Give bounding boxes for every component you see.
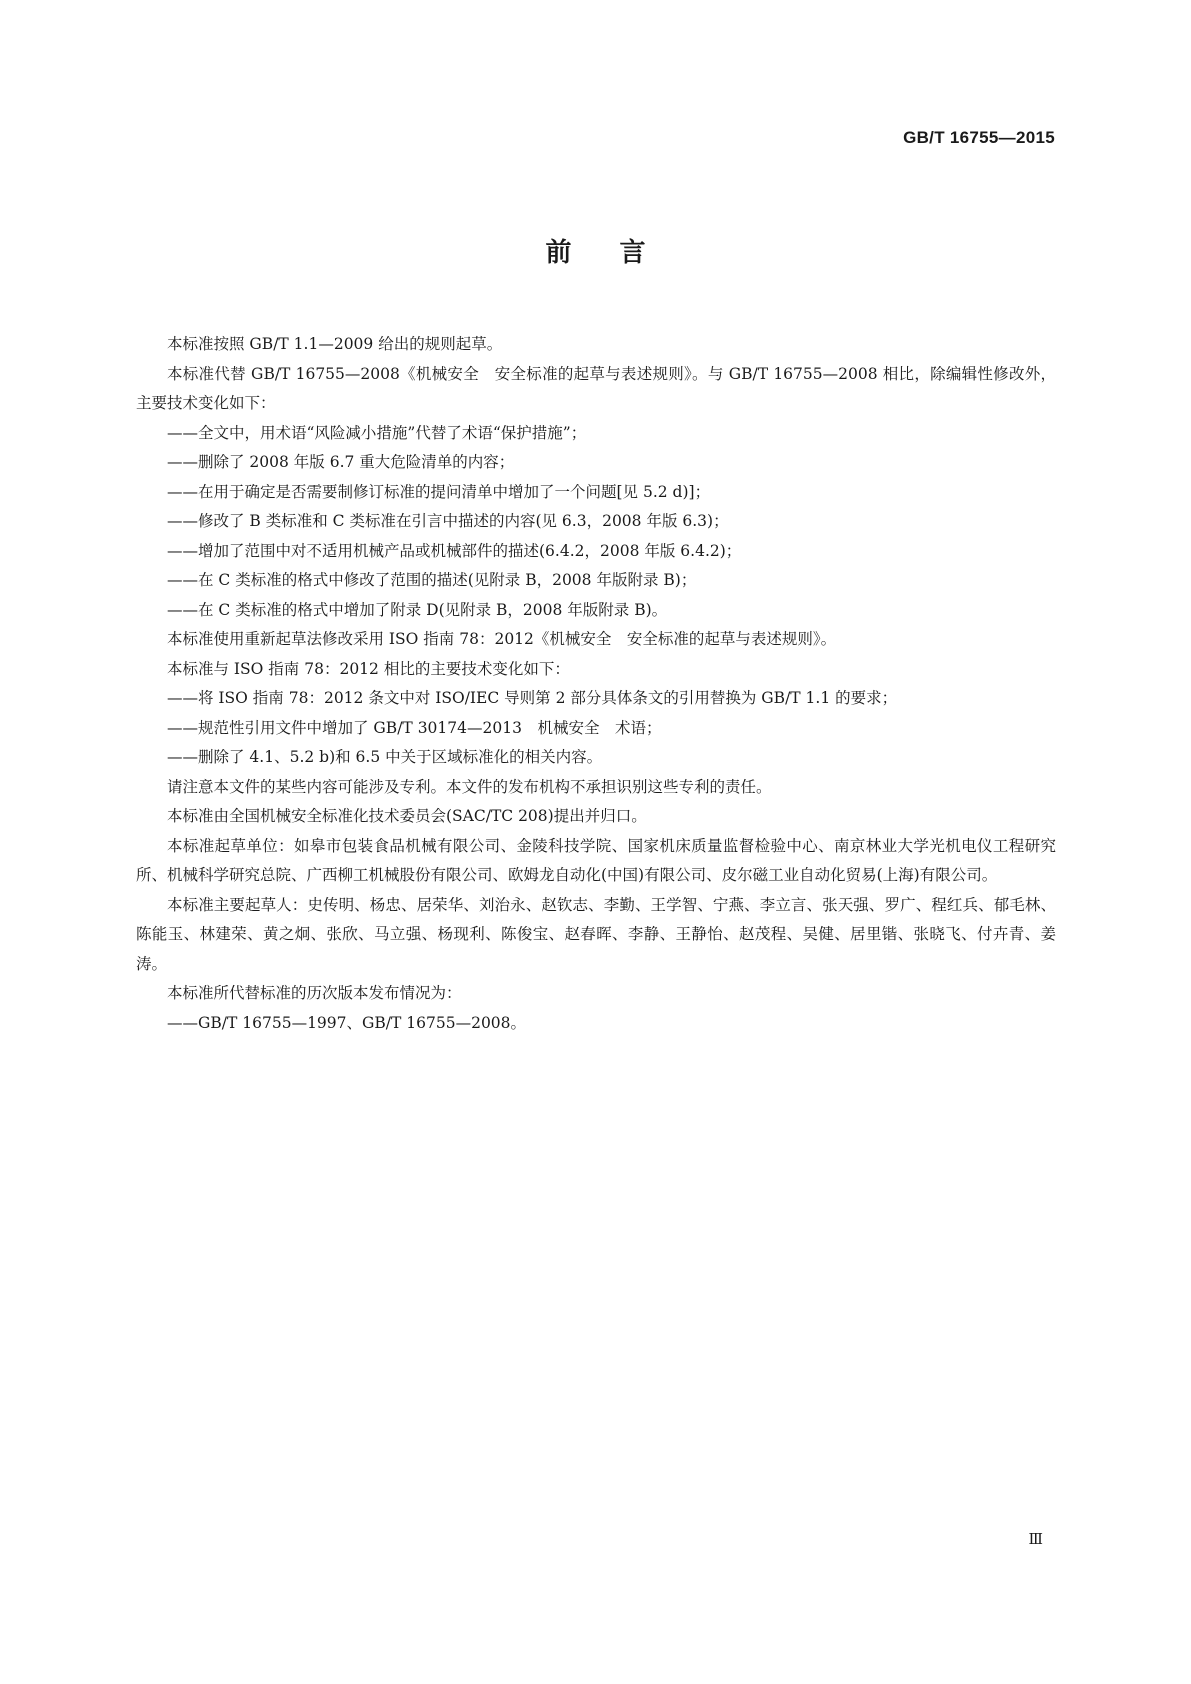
- paragraph-patent-notice: 请注意本文件的某些内容可能涉及专利。本文件的发布机构不承担识别这些专利的责任。: [167, 777, 772, 796]
- paragraph-drafting-rules: 本标准按照 GB/T 1.1—2009 给出的规则起草。: [167, 335, 503, 353]
- paragraph-drafting-units: 本标准起草单位：如皋市包装食品机械有限公司、金陵科技学院、国家机床质量监督检验中心、南京林业大学光机电仪工程研究所、机械科学研究总院、广西柳工机械股份有限公司、欧姆龙自动化(中国)有限公司、皮尔磁工业自动化贸易(上海)有限公司。: [136, 836, 1056, 884]
- paragraph-iso-changes: 本标准与 ISO 指南 78：2012 相比的主要技术变化如下：: [167, 659, 570, 678]
- list-item: ——GB/T 16755—1997、GB/T 16755—2008。: [167, 1013, 527, 1032]
- list-item: ——在 C 类标准的格式中增加了附录 D(见附录 B，2008 年版附录 B)。: [167, 600, 668, 619]
- list-item: ——全文中，用术语“风险减小措施”代替了术语“保护措施”；: [167, 423, 587, 442]
- list-item: ——在用于确定是否需要制修订标准的提问清单中增加了一个问题[见 5.2 d)]；: [167, 482, 711, 501]
- paragraph-drafters: 本标准主要起草人：史传明、杨忠、居荣华、刘治永、赵钦志、李勤、王学智、宁燕、李立言、张天强、罗广、程红兵、郁毛林、陈能玉、林建荣、黄之炯、张欣、马立强、杨现利、陈俊宝、赵春晖、李静、王静怡、赵茂程、吴健、居里锴、张晓飞、付卉青、姜涛。: [136, 895, 1056, 973]
- list-item: ——增加了范围中对不适用机械产品或机械部件的描述(6.4.2，2008 年版 6.4.2)；: [167, 541, 742, 560]
- foreword-body: [136, 330, 1056, 1038]
- list-item: ——规范性引用文件中增加了 GB/T 30174—2013 机械安全 术语；: [167, 718, 662, 737]
- list-item: ——将 ISO 指南 78：2012 条文中对 ISO/IEC 导则第 2 部分具体条文的引用替换为 GB/T 1.1 的要求；: [167, 689, 898, 707]
- standard-code: GB/T 16755—2015: [903, 128, 1055, 147]
- list-item: ——删除了 2008 年版 6.7 重大危险清单的内容；: [167, 453, 515, 471]
- page-title: 前言: [545, 238, 694, 268]
- paragraph-proposer: 本标准由全国机械安全标准化技术委员会(SAC/TC 208)提出并归口。: [167, 807, 647, 825]
- list-item: ——修改了 B 类标准和 C 类标准在引言中描述的内容(见 6.3，2008 年版 6.3)；: [167, 512, 729, 530]
- paragraph-adoption: 本标准使用重新起草法修改采用 ISO 指南 78：2012《机械安全 安全标准的起草与表述规则》。: [167, 630, 837, 648]
- list-item: ——删除了 4.1、5.2 b)和 6.5 中关于区域标准化的相关内容。: [167, 748, 603, 766]
- list-item: ——在 C 类标准的格式中修改了范围的描述(见附录 B，2008 年版附录 B)；: [167, 571, 697, 589]
- paragraph-replaces: 本标准代替 GB/T 16755—2008《机械安全 安全标准的起草与表述规则》。与 GB/T 16755—2008 相比，除编辑性修改外，主要技术变化如下：: [136, 364, 1056, 412]
- page-number: Ⅲ: [1028, 1530, 1043, 1548]
- paragraph-history: 本标准所代替标准的历次版本发布情况为：: [167, 984, 462, 1002]
